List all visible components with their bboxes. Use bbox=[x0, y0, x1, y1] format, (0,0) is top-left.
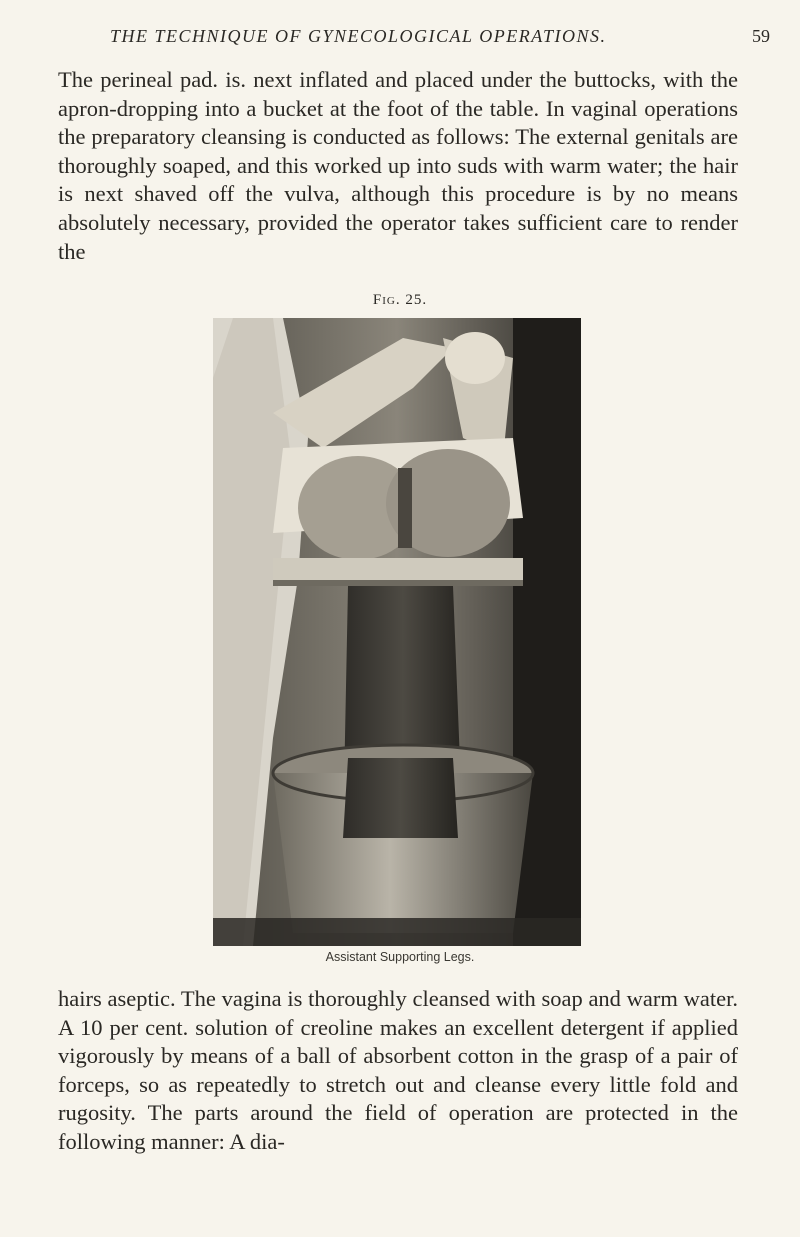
figure-caption: Assistant Supporting Legs. bbox=[325, 950, 475, 964]
running-head-title: THE TECHNIQUE OF GYNECOLOGICAL OPERATIONS. bbox=[110, 26, 607, 46]
paragraph-top: The perineal pad. is. next inflated and placed under the buttocks, with the apron-dropping into a bucket at the foot of the table. In vaginal operations the preparatory cleansing is conducted as follows: The external genitals are thoroughly soaped, and this worked up into suds with warm water; the hair is next shaved off the vulva, although this procedure is by no means absolutely necessary, provided the operator takes sufficient care to render the bbox=[58, 67, 738, 264]
running-head bbox=[110, 26, 770, 47]
photograph-illustration bbox=[213, 318, 581, 946]
paragraph-bottom: hairs aseptic. The vagina is thoroughly cleansed with soap and warm water. A 10 per cent. solution of creoline makes an excellent detergent if applied vigorously by means of a ball of absorbent cotton in the grasp of a pair of forceps, so as repeatedly to stretch out and cleanse every little fold and rugosity. The parts around the field of operation are protected in the following manner: A dia- bbox=[58, 986, 738, 1154]
page-number: 59 bbox=[752, 26, 770, 46]
figure-photograph bbox=[213, 318, 581, 946]
figure-label: Fig. 25. bbox=[372, 292, 428, 308]
